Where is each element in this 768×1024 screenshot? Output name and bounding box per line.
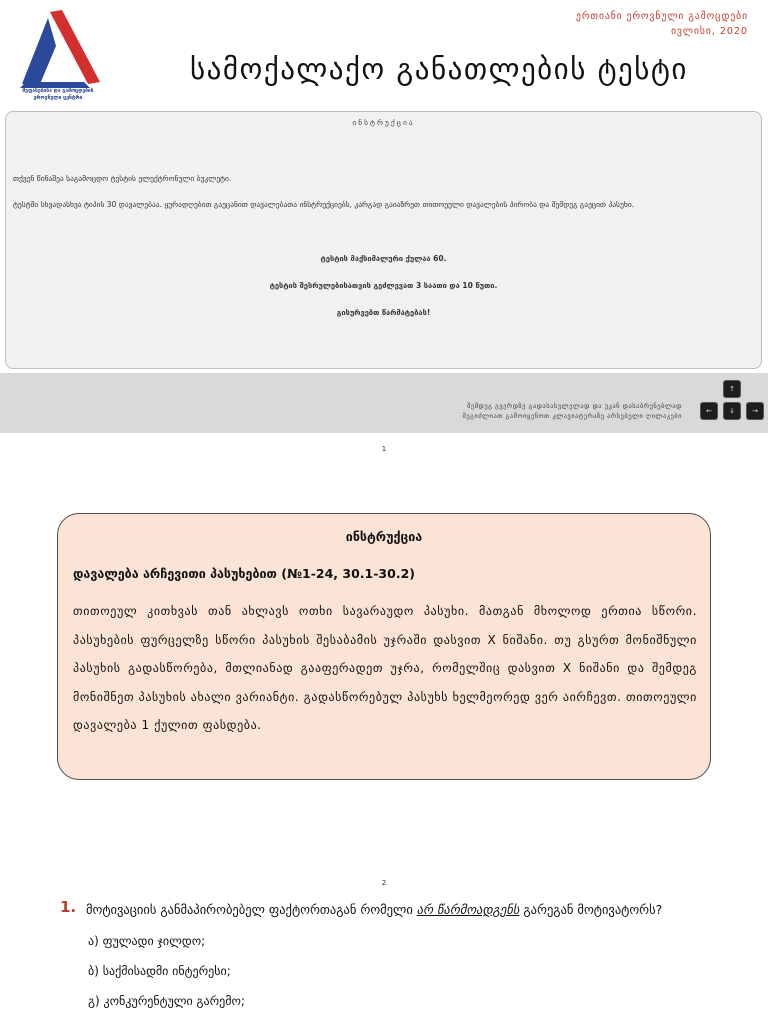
- arrow-right-key-icon[interactable]: →: [746, 402, 764, 420]
- question-text-before: მოტივაციის განმაპირობებელ ფაქტორთაგან რომელი: [86, 902, 417, 917]
- logo-org-line2: ეროვნული ცენტრი: [33, 95, 83, 101]
- logo-org-line1: შეფასებისა და გამოცდების: [22, 88, 94, 94]
- answer-option-b[interactable]: ბ) საქმისადმი ინტერესი;: [88, 964, 231, 978]
- instruction-body: თითოეულ კითხვას თან ახლავს ოთხი სავარაუდო პასუხი. მათგან მხოლოდ ერთია სწორი. პასუხების ფურცელზე სწორი პასუხის შესაბამის უჯრაში დასვით X ნიშანი. თუ გსურთ მონიშნული პასუხის გადასწორება, მთლიანად გააფერადეთ უჯრა, რომელშიც დასვით X ნიშანი და შემდეგ მონიშნეთ პასუხის ახალი ვარიანტი. გადასწორებულ პასუხს ხელმეორედ ვერ აირჩევთ. თითოეული დავალება 1 ქულით ფასდება.: [73, 604, 697, 732]
- nav-hint: [462, 401, 682, 421]
- question-emphasis: არ წარმოადგენს: [416, 902, 520, 917]
- intro-max-score: ტესტის მაქსიმალური ქულაა 60.: [320, 254, 447, 263]
- intro-duration: ტესტის შესრულებისათვის გეძლევათ 3 საათი და 10 წუთი.: [269, 281, 498, 290]
- answer-instruction-box: [57, 513, 711, 780]
- nav-hint-line1: შემდეგ გვერდზე გადასასვლელად და უკან დასაბრუნებლად: [467, 402, 682, 410]
- intro-good-luck: გისურვებთ წარმატებას!: [336, 308, 431, 317]
- instruction-subtitle: დავალება არჩევითი პასუხებით (№1-24, 30.1-30.2): [73, 566, 415, 581]
- page-title: სამოქალაქო განათლების ტესტი: [190, 52, 688, 86]
- exam-name: ერთიანი ეროვნული გამოცდები: [576, 11, 748, 22]
- navigation-bar: [0, 373, 768, 433]
- exam-info: [576, 9, 748, 39]
- logo-org-name: [8, 88, 108, 102]
- answer-option-c[interactable]: გ) კონკურენტული გარემო;: [88, 994, 245, 1008]
- question-text: [86, 902, 662, 917]
- intro-panel: [5, 111, 762, 369]
- question-number: 1.: [60, 898, 77, 916]
- exam-date: ივლისი, 2020: [671, 26, 748, 37]
- instruction-title: ინსტრუქცია: [345, 529, 423, 544]
- arrow-left-key-icon[interactable]: ←: [700, 402, 718, 420]
- page-number-2: 2: [381, 879, 387, 887]
- arrow-down-key-icon[interactable]: ↓: [723, 402, 741, 420]
- intro-heading: ინსტრუქცია: [352, 118, 415, 127]
- intro-line1: თქვენ წინაშეა საგამოცდო ტესტის ელექტრონული ბუკლეტი.: [13, 174, 232, 183]
- arrow-up-key-icon[interactable]: ↑: [723, 380, 741, 398]
- question-text-after: გარეგან მოტივატორს?: [519, 902, 663, 917]
- intro-line2: ტესტში სხვადასხვა ტიპის 30 დავალებაა. ყურადღებით გაეცანით დავალებათა ინსტრუქციებს, კარგად გაიაზრეთ თითოეული დავალების პირობა და შემდეგ გაეცით პასუხი.: [13, 200, 635, 209]
- answer-option-a[interactable]: ა) ფულადი ჯილდო;: [88, 934, 206, 948]
- nav-hint-line2: შეგიძლიათ გამოიყენოთ კლავიატურაზე არსებული ღილაკები: [462, 412, 682, 420]
- page-number-1: 1: [381, 445, 387, 453]
